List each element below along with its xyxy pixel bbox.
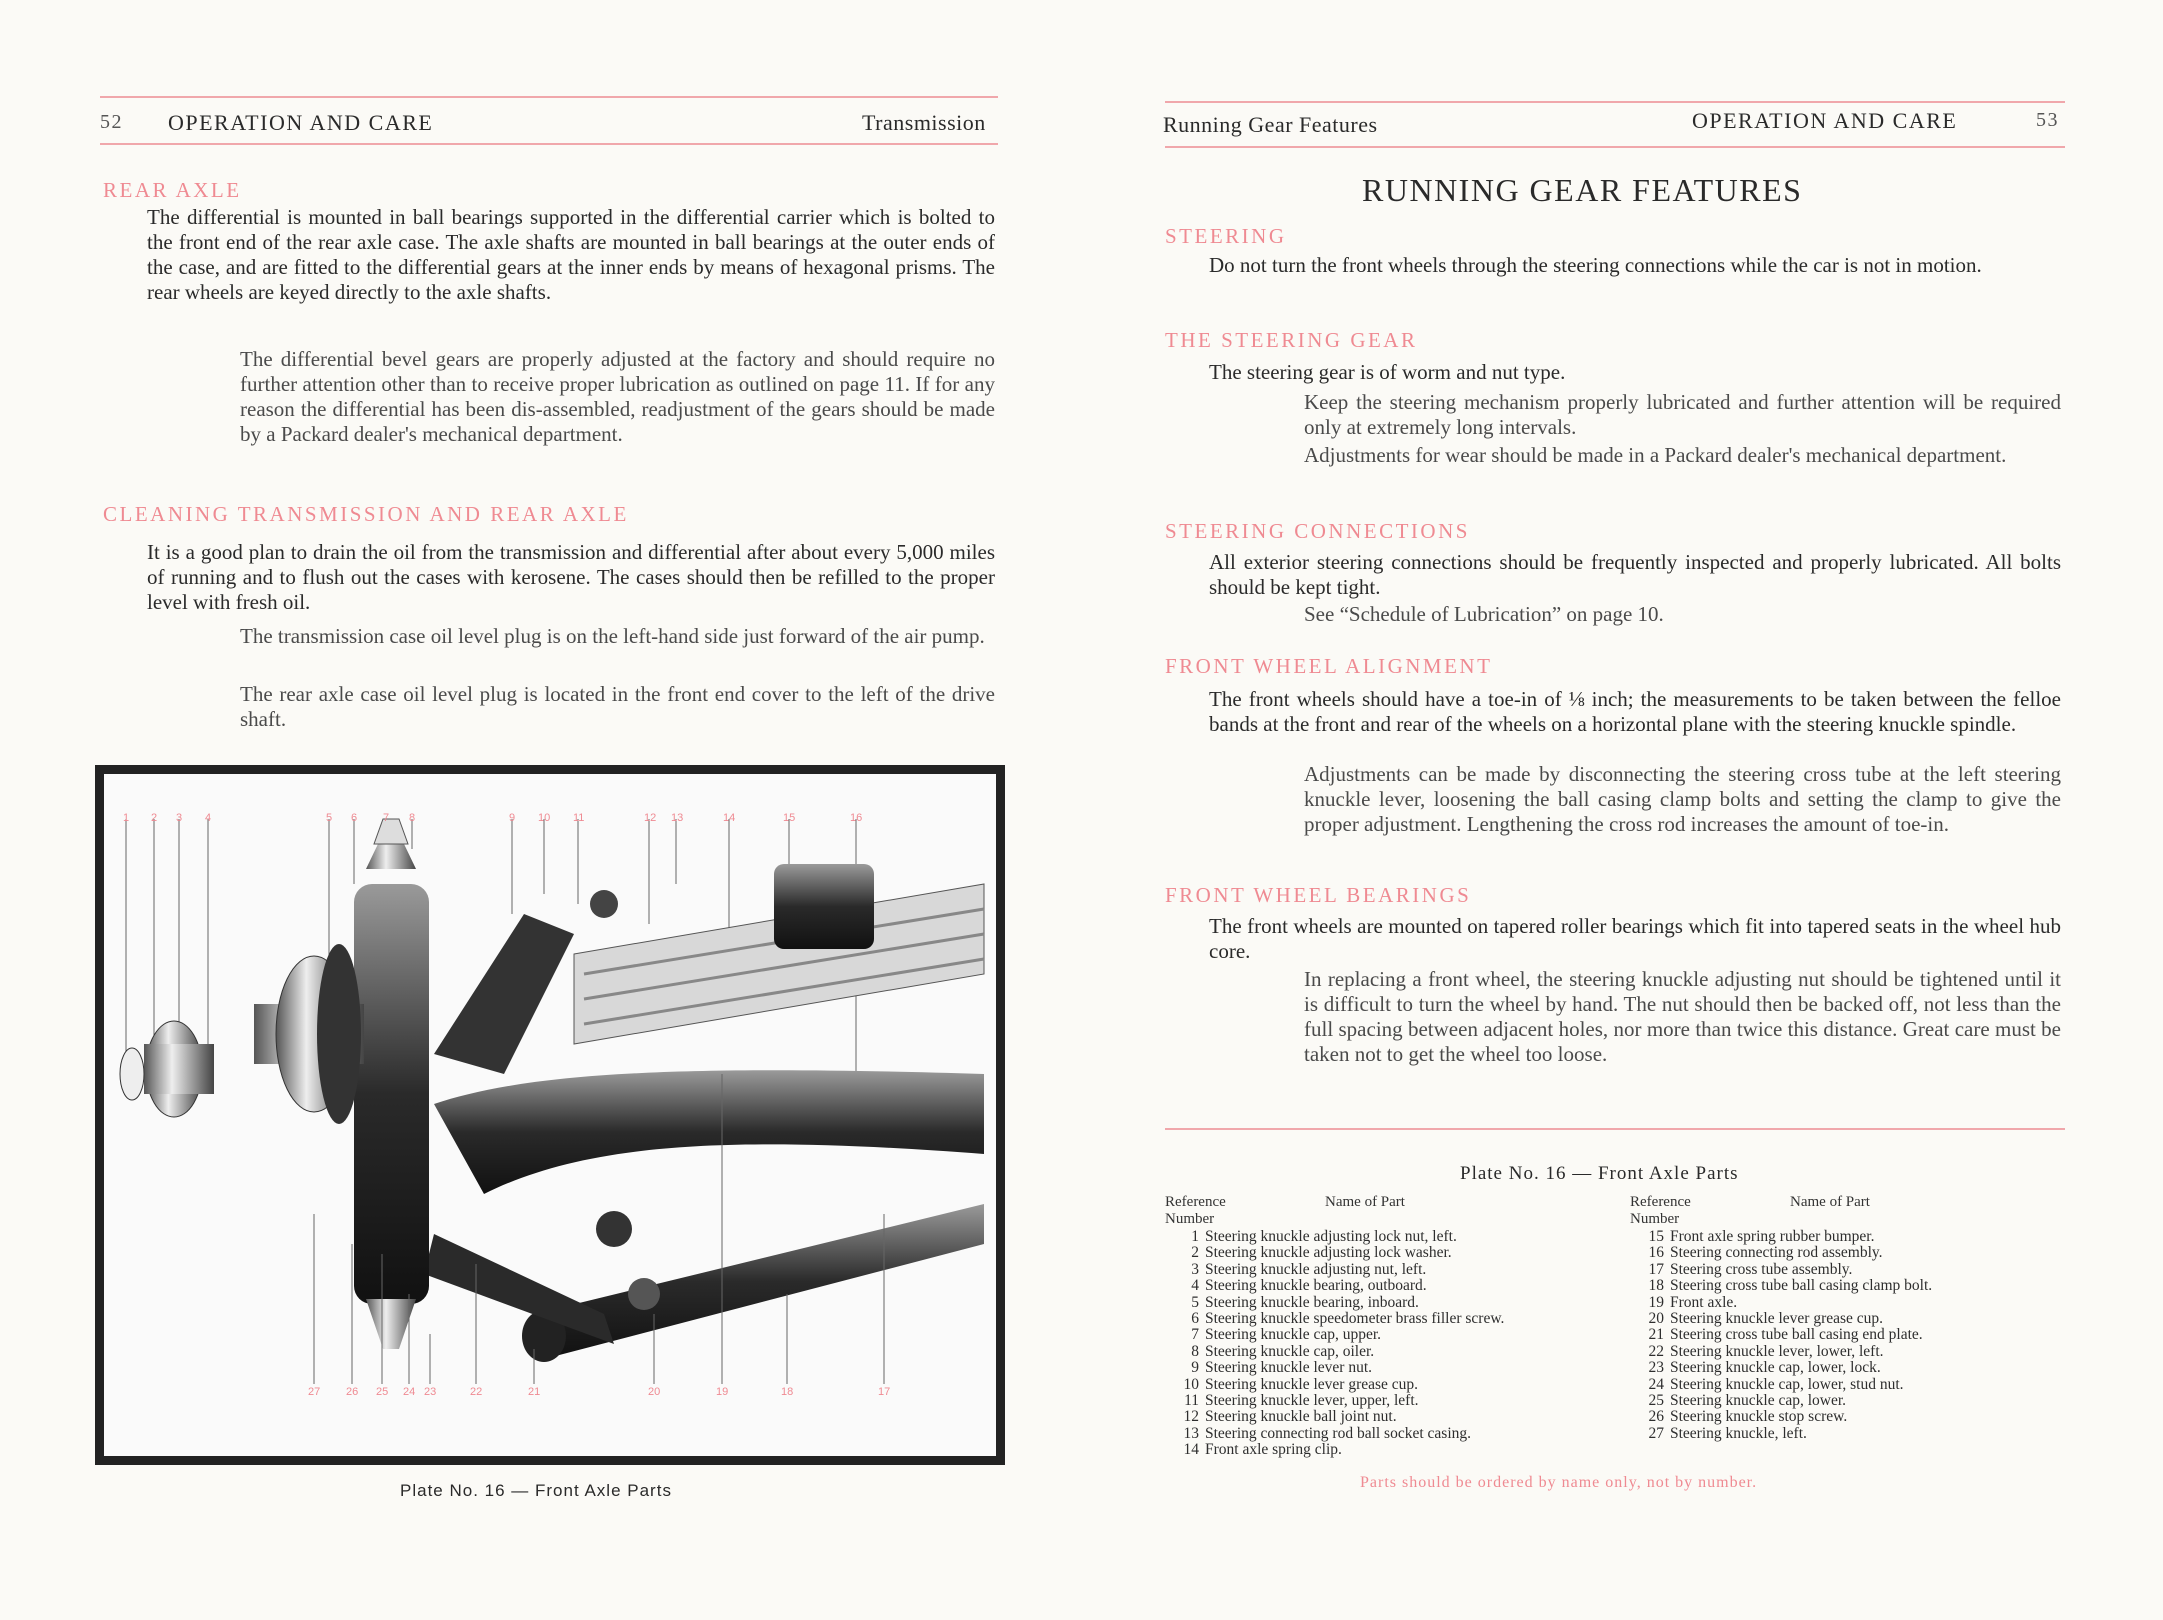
running-head-right: OPERATION AND CARE bbox=[1692, 108, 1958, 133]
parts-row-name: Steering knuckle lever, upper, left. bbox=[1205, 1392, 1419, 1409]
callout-14: 14 bbox=[723, 812, 736, 824]
parts-row-number: 11 bbox=[1184, 1392, 1199, 1409]
parts-row bbox=[1165, 1311, 1504, 1327]
callout-9: 9 bbox=[509, 812, 516, 824]
parts-row bbox=[1165, 1295, 1419, 1311]
callout-21: 21 bbox=[528, 1386, 541, 1398]
callout-26: 26 bbox=[346, 1386, 359, 1398]
parts-row-name: Front axle. bbox=[1670, 1293, 1738, 1311]
parts-row-number: 3 bbox=[1191, 1260, 1199, 1278]
callout-23: 23 bbox=[424, 1386, 437, 1398]
parts-row-number: 6 bbox=[1191, 1310, 1199, 1327]
parts-row-name: Steering knuckle stop screw. bbox=[1670, 1408, 1848, 1426]
header-rule-bottom bbox=[100, 143, 998, 145]
steering-gear-paragraph-1: The steering gear is of worm and nut type. bbox=[1209, 360, 1566, 384]
parts-row bbox=[1165, 1327, 1381, 1343]
heading-rear-axle: REAR AXLE bbox=[103, 178, 242, 202]
callout-6: 6 bbox=[351, 812, 358, 824]
parts-row-number: 17 bbox=[1648, 1260, 1664, 1278]
callout-10: 10 bbox=[538, 812, 551, 824]
parts-row-name: Steering knuckle adjusting lock nut, left. bbox=[1205, 1228, 1457, 1245]
page-title: RUNNING GEAR FEATURES bbox=[1362, 172, 1803, 208]
bearings-paragraph-1: The front wheels are mounted on tapered roller bearings which fit into tapered seats in the wheel hub core. bbox=[1209, 914, 2061, 963]
heading-steering: STEERING bbox=[1165, 224, 1287, 248]
parts-row-number: 12 bbox=[1183, 1408, 1199, 1426]
parts-row-name: Steering knuckle cap, lower, stud nut. bbox=[1670, 1375, 1904, 1393]
cleaning-paragraph-3: The rear axle case oil level plug is located in the front end cover to the left of the drive shaft. bbox=[240, 682, 995, 731]
parts-row-name: Steering knuckle lever nut. bbox=[1205, 1359, 1373, 1377]
steering-gear-paragraph-3: Adjustments for wear should be made in a Packard dealer's mechanical department. bbox=[1304, 443, 2007, 467]
parts-row bbox=[1630, 1426, 1807, 1442]
callout-1: 1 bbox=[123, 812, 130, 824]
parts-row bbox=[1630, 1229, 1874, 1245]
front-axle-plate bbox=[95, 765, 1005, 1465]
parts-row bbox=[1630, 1295, 1737, 1311]
callout-7: 7 bbox=[383, 812, 390, 824]
parts-row-name: Steering knuckle ball joint nut. bbox=[1205, 1408, 1397, 1426]
parts-row-name: Steering cross tube assembly. bbox=[1670, 1260, 1853, 1278]
bearings-paragraph-2: In replacing a front wheel, the steering knuckle adjusting nut should be tightened until it is difficult to turn the wheel by hand. The nut should then be backed off, not less than the full spacing between adjacent holes, nor more than twice this distance. Great care must be taken not to get the wheel too loose. bbox=[1304, 967, 2061, 1066]
callout-27: 27 bbox=[308, 1386, 321, 1398]
parts-row bbox=[1165, 1278, 1427, 1294]
parts-row-number: 22 bbox=[1648, 1342, 1664, 1360]
parts-row bbox=[1165, 1409, 1397, 1425]
parts-row-name: Steering knuckle lever, lower, left. bbox=[1670, 1342, 1884, 1360]
parts-row bbox=[1165, 1344, 1374, 1360]
callout-11: 11 bbox=[573, 812, 585, 824]
parts-row-name: Steering cross tube ball casing end plate. bbox=[1670, 1326, 1923, 1344]
parts-row-number: 20 bbox=[1648, 1310, 1664, 1327]
front-axle-drawing bbox=[104, 774, 994, 1454]
parts-row-name: Steering knuckle lever grease cup. bbox=[1670, 1310, 1884, 1327]
parts-row-name: Steering knuckle bearing, inboard. bbox=[1205, 1293, 1419, 1311]
callout-24: 24 bbox=[403, 1386, 416, 1398]
parts-col-name-left: Name of Part bbox=[1325, 1194, 1405, 1210]
heading-cleaning: CLEANING TRANSMISSION AND REAR AXLE bbox=[103, 502, 629, 526]
parts-row-name: Steering knuckle cap, lower. bbox=[1670, 1392, 1847, 1409]
callout-2: 2 bbox=[151, 812, 158, 824]
callout-15: 15 bbox=[783, 812, 796, 824]
parts-row-name: Steering knuckle adjusting nut, left. bbox=[1205, 1260, 1427, 1278]
parts-row-number: 13 bbox=[1183, 1424, 1199, 1442]
callout-8: 8 bbox=[409, 812, 416, 824]
parts-row-number: 5 bbox=[1191, 1293, 1199, 1311]
callout-25: 25 bbox=[376, 1386, 389, 1398]
parts-row-name: Steering knuckle speedometer brass filler screw. bbox=[1205, 1310, 1505, 1327]
ordering-note: Parts should be ordered by name only, not by number. bbox=[1360, 1474, 1758, 1491]
header-rule-top-right bbox=[1165, 101, 2065, 103]
parts-col-ref-right: Reference Number bbox=[1630, 1194, 1691, 1227]
header-rule-bottom-right bbox=[1165, 146, 2065, 148]
parts-row-number: 1 bbox=[1191, 1228, 1199, 1245]
heading-steering-gear: THE STEERING GEAR bbox=[1165, 328, 1418, 352]
section-head: Transmission bbox=[862, 110, 986, 135]
parts-row-number: 19 bbox=[1648, 1293, 1664, 1311]
parts-row bbox=[1630, 1393, 1846, 1409]
parts-row-name: Front axle spring rubber bumper. bbox=[1670, 1228, 1875, 1245]
callout-20: 20 bbox=[648, 1386, 661, 1398]
parts-row bbox=[1630, 1311, 1883, 1327]
steering-paragraph-1: Do not turn the front wheels through the steering connections while the car is not in motion. bbox=[1209, 253, 1982, 277]
rear-axle-paragraph-2: The differential bevel gears are properly adjusted at the factory and should require no further attention other than to receive proper lubrication as outlined on page 11. If for any reason the differential has been dis-assembled, readjustment of the gears should be made by a Packard dealer's mechanical department. bbox=[240, 347, 995, 446]
parts-row bbox=[1165, 1426, 1471, 1442]
parts-row-name: Steering knuckle cap, upper. bbox=[1205, 1326, 1382, 1344]
parts-row bbox=[1165, 1393, 1419, 1409]
page-number: 52 bbox=[100, 111, 123, 133]
parts-row bbox=[1630, 1360, 1881, 1376]
parts-row bbox=[1165, 1245, 1452, 1261]
parts-row-number: 25 bbox=[1648, 1392, 1664, 1409]
parts-row bbox=[1630, 1278, 1932, 1294]
parts-row-number: 15 bbox=[1648, 1228, 1664, 1245]
parts-row-number: 26 bbox=[1648, 1408, 1664, 1426]
header-rule-top bbox=[100, 96, 998, 98]
alignment-paragraph-1: The front wheels should have a toe-in of ⅛ inch; the measurements to be taken between the felloe bands at the front and rear of the wheels on a horizontal plane with the steering knuckle spindle. bbox=[1209, 687, 2061, 736]
parts-row bbox=[1165, 1229, 1457, 1245]
parts-row-number: 2 bbox=[1191, 1244, 1199, 1262]
heading-front-wheel-bearings: FRONT WHEEL BEARINGS bbox=[1165, 883, 1472, 907]
parts-table-title: Plate No. 16 — Front Axle Parts bbox=[1460, 1163, 1739, 1184]
cleaning-paragraph-1: It is a good plan to drain the oil from the transmission and differential after about every 5,000 miles of running and to flush out the cases with kerosene. The cases should then be refilled to the proper level with fresh oil. bbox=[147, 540, 995, 614]
cleaning-paragraph-2: The transmission case oil level plug is on the left-hand side just forward of the air pump. bbox=[240, 624, 985, 648]
callout-13: 13 bbox=[671, 812, 684, 824]
parts-row-name: Steering knuckle adjusting lock washer. bbox=[1205, 1244, 1452, 1262]
parts-row-number: 18 bbox=[1648, 1277, 1664, 1295]
parts-row-number: 10 bbox=[1183, 1375, 1199, 1393]
parts-row-name: Front axle spring clip. bbox=[1205, 1441, 1342, 1459]
parts-row bbox=[1630, 1377, 1904, 1393]
parts-row-name: Steering cross tube ball casing clamp bolt. bbox=[1670, 1277, 1933, 1295]
parts-col-name-right: Name of Part bbox=[1790, 1194, 1870, 1210]
parts-row-number: 24 bbox=[1648, 1375, 1664, 1393]
parts-row-number: 8 bbox=[1191, 1342, 1199, 1360]
plate-illustration bbox=[104, 774, 996, 1456]
parts-row-number: 9 bbox=[1191, 1359, 1199, 1377]
parts-row-number: 4 bbox=[1191, 1277, 1199, 1295]
connections-paragraph-1: All exterior steering connections should be frequently inspected and properly lubricated. All bolts should be kept tight. bbox=[1209, 550, 2061, 599]
callout-12: 12 bbox=[644, 812, 657, 824]
callout-5: 5 bbox=[326, 812, 333, 824]
parts-row-number: 16 bbox=[1648, 1244, 1664, 1262]
parts-row bbox=[1165, 1442, 1342, 1458]
parts-row-name: Steering connecting rod ball socket casing. bbox=[1205, 1424, 1472, 1442]
parts-row-name: Steering knuckle, left. bbox=[1670, 1424, 1807, 1442]
parts-row-number: 14 bbox=[1183, 1441, 1199, 1459]
callout-18: 18 bbox=[781, 1386, 794, 1398]
parts-row bbox=[1165, 1360, 1372, 1376]
parts-row bbox=[1630, 1344, 1884, 1360]
parts-row-name: Steering knuckle lever grease cup. bbox=[1205, 1375, 1419, 1393]
callout-4: 4 bbox=[205, 812, 212, 824]
parts-row-name: Steering knuckle cap, lower, lock. bbox=[1670, 1359, 1881, 1377]
section-head-right: Running Gear Features bbox=[1163, 112, 1378, 137]
parts-col-ref-left: Reference Number bbox=[1165, 1194, 1226, 1227]
plate-caption: Plate No. 16 — Front Axle Parts bbox=[400, 1481, 672, 1500]
parts-row bbox=[1630, 1409, 1847, 1425]
parts-row bbox=[1165, 1377, 1418, 1393]
callout-19: 19 bbox=[716, 1386, 729, 1398]
parts-row bbox=[1630, 1262, 1852, 1278]
connections-paragraph-2: See “Schedule of Lubrication” on page 10. bbox=[1304, 602, 1664, 626]
parts-row-number: 23 bbox=[1648, 1359, 1664, 1377]
callout-17: 17 bbox=[878, 1386, 891, 1398]
parts-row bbox=[1630, 1245, 1883, 1261]
parts-row-number: 27 bbox=[1648, 1424, 1664, 1442]
callout-22: 22 bbox=[470, 1386, 483, 1398]
steering-gear-paragraph-2: Keep the steering mechanism properly lubricated and further attention will be required only at extremely long intervals. bbox=[1304, 390, 2061, 439]
heading-front-wheel-alignment: FRONT WHEEL ALIGNMENT bbox=[1165, 654, 1493, 678]
callout-16: 16 bbox=[850, 812, 863, 824]
parts-row-number: 21 bbox=[1648, 1326, 1664, 1344]
running-head: OPERATION AND CARE bbox=[168, 110, 434, 135]
parts-row-name: Steering knuckle cap, oiler. bbox=[1205, 1342, 1375, 1360]
callout-3: 3 bbox=[176, 812, 183, 824]
heading-steering-connections: STEERING CONNECTIONS bbox=[1165, 519, 1470, 543]
parts-row-number: 7 bbox=[1191, 1326, 1199, 1344]
page-number-right: 53 bbox=[2036, 109, 2059, 131]
parts-row bbox=[1165, 1262, 1426, 1278]
parts-row bbox=[1630, 1327, 1923, 1343]
parts-row-name: Steering knuckle bearing, outboard. bbox=[1205, 1277, 1427, 1295]
parts-row-name: Steering connecting rod assembly. bbox=[1670, 1244, 1883, 1262]
rear-axle-paragraph-1: The differential is mounted in ball bearings supported in the differential carrier which is bolted to the front end of the rear axle case. The axle shafts are mounted in ball bearings at the outer ends of the case, and are fitted to the differential gears at the inner ends by means of hexagonal prisms. The rear wheels are keyed directly to the axle shafts. bbox=[147, 205, 995, 304]
parts-rule bbox=[1165, 1128, 2065, 1130]
alignment-paragraph-2: Adjustments can be made by disconnecting the steering cross tube at the left steering knuckle lever, loosening the ball casing clamp bolts and setting the clamp to give the proper adjustment. Lengthening the cross rod increases the amount of toe-in. bbox=[1304, 762, 2061, 836]
